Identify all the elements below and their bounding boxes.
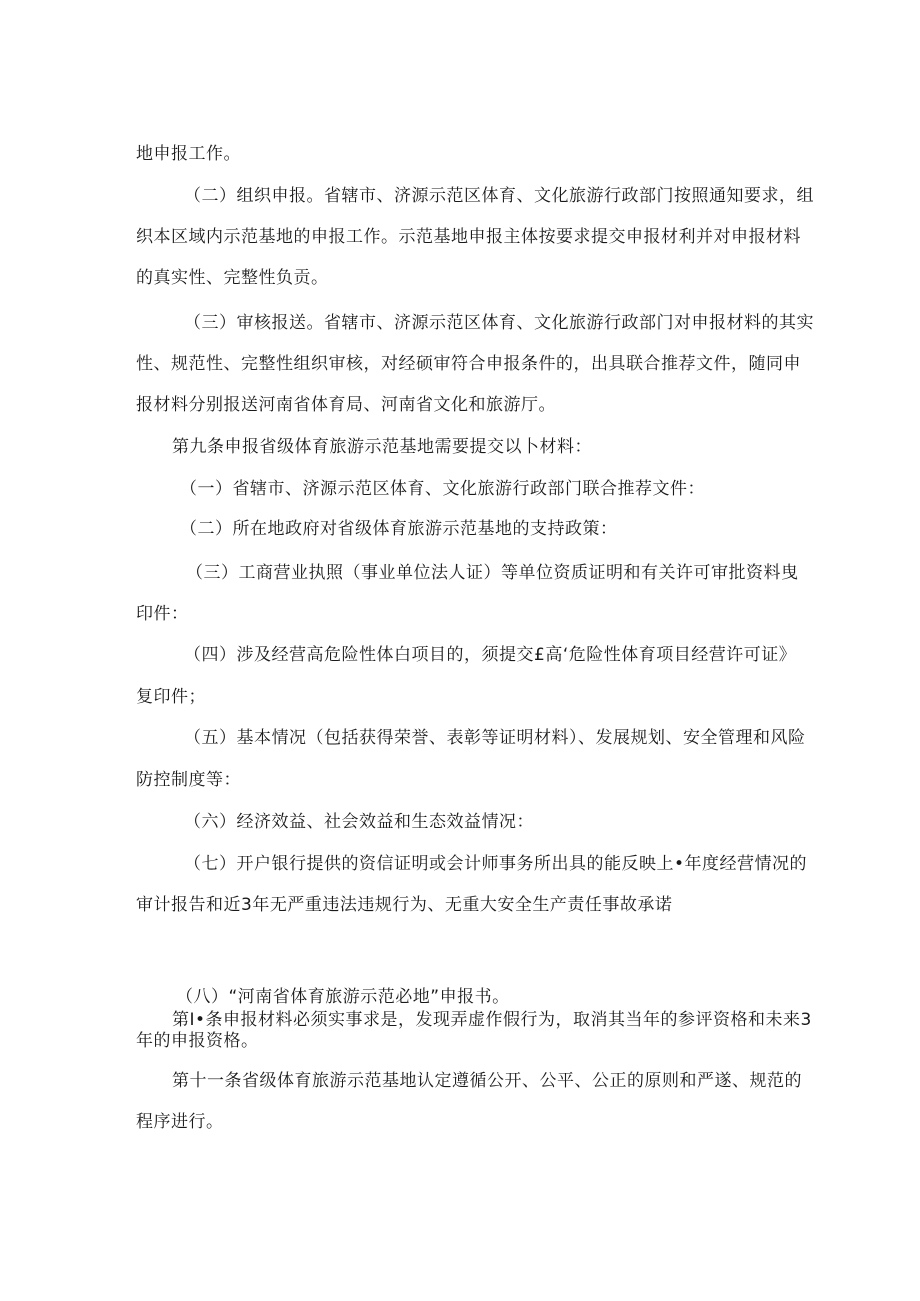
text-line-19: 审计报告和近3年无严重违法违规行为、无重大安全生产责任事故承诺 bbox=[136, 895, 673, 915]
text-line-10: （二）所在地政府对省级体育旅游示范基地的支持政策： bbox=[180, 519, 618, 539]
text-line-2: （二）组织申报。省辖市、济源示范区体育、文化旅游行政部门按照通知要求，组 bbox=[184, 186, 814, 206]
text-line-16: 防控制度等： bbox=[136, 770, 241, 790]
text-line-12: 印件： bbox=[136, 604, 189, 624]
text-line-24: 程序进行。 bbox=[136, 1112, 224, 1132]
text-line-9: （一）省辖市、济源示范区体育、文化旅游行政部门联合推荐文件： bbox=[180, 479, 705, 499]
text-line-15: （五）基本情况（包括获得荣誉、表彰等证明材料）、发展规划、安全管理和风险 bbox=[184, 728, 806, 748]
text-line-7: 报材料分别报送河南省体育局、河南省文化和旅游厅。 bbox=[136, 395, 556, 415]
text-line-4: 的真实性、完整性负贡。 bbox=[136, 268, 329, 288]
text-line-5: （三）审核报送。省辖市、济源示范区体育、文化旅游行政部门对申报材料的其实 bbox=[184, 313, 814, 333]
text-line-11: （三）工商营业执照（事业单位法人证）等单位资质证明和有关许可审批资料曳 bbox=[186, 563, 799, 583]
text-line-13: （四）涉及经营高危险性体白项目的，须提交£高‘危险性体育项目经营许可证》 bbox=[184, 645, 797, 665]
text-line-14: 复印件； bbox=[136, 687, 206, 707]
text-line-8: 第九条申报省级体育旅游示范基地需要提交以卜材料： bbox=[172, 437, 592, 457]
text-line-1: 地申报工作。 bbox=[136, 144, 241, 164]
text-line-3: 织本区域内示范基地的申报工作。示范基地申报主体按要求提交申报材利并对申报材料 bbox=[136, 227, 801, 247]
text-line-20: （八）“河南省体育旅游示范必地”申报书。 bbox=[176, 987, 510, 1007]
text-line-23: 第十一条省级体育旅游示范基地认定遵循公开、公平、公正的原则和严遂、规范的 bbox=[172, 1071, 802, 1091]
text-line-18: （七）开户银行提供的资信证明或会计师事务所出具的能反映上•年度经营情况的 bbox=[184, 854, 808, 874]
text-line-17: （六）经济效益、社会效益和生态效益情况： bbox=[184, 812, 534, 832]
text-line-22: 年的申报资格。 bbox=[136, 1031, 259, 1051]
text-line-21: 第I•条申报材料必须实事求是，发现弄虚作假行为，取消其当年的参评资格和未来3 bbox=[172, 1010, 812, 1030]
text-line-6: 性、规范性、完整性组织审核，对经硕审符合申报条件的，出具联合推荐文件，随同申 bbox=[136, 354, 801, 374]
